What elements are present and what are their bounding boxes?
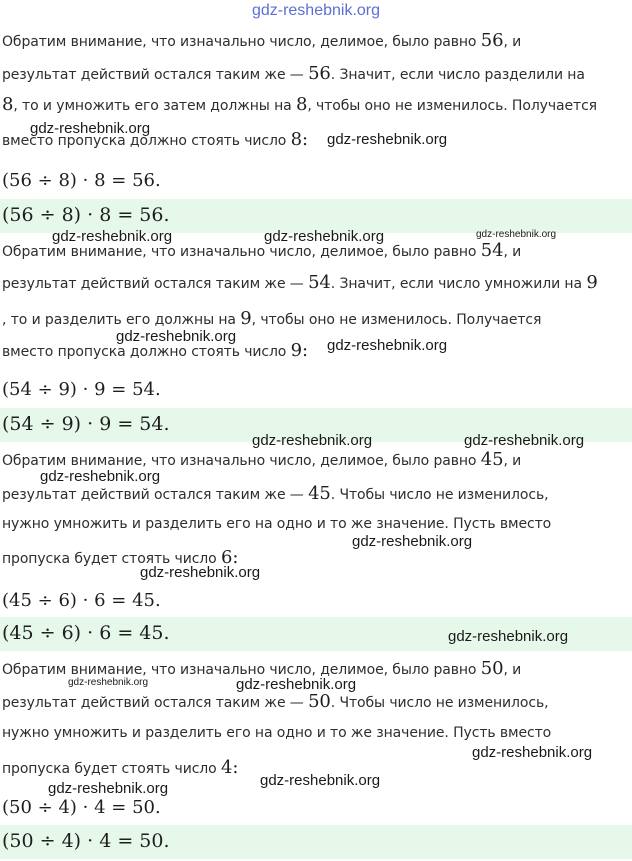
- watermark: gdz-reshebnik.org: [252, 432, 373, 449]
- watermark: gdz-reshebnik.org: [327, 337, 448, 354]
- math-number: 45: [480, 449, 504, 470]
- text: результат действий остался таким же —: [2, 67, 309, 83]
- equation: (50 ÷ 4) · 4 = 50.: [2, 797, 161, 818]
- math-number: 9: [586, 272, 598, 293]
- text-line: [2, 449, 521, 470]
- answer-equation: (56 ÷ 8) · 8 = 56.: [2, 204, 170, 226]
- answer-equation: (45 ÷ 6) · 6 = 45.: [2, 622, 170, 644]
- text: нужно умножить и разделить его на одно и то же значение. Пусть вместо: [2, 516, 552, 532]
- text: вместо пропуска должно стоять число: [2, 344, 291, 360]
- text: результат действий остался таким же —: [2, 276, 309, 292]
- watermark: gdz-reshebnik.org: [327, 131, 448, 148]
- text: нужно умножить и разделить его на одно и то же значение. Пусть вместо: [2, 725, 552, 741]
- text: , и: [503, 453, 522, 469]
- equation: (56 ÷ 8) · 8 = 56.: [2, 170, 161, 191]
- answer-box: [0, 825, 632, 859]
- math-number: 8:: [290, 129, 308, 150]
- text-line: [2, 30, 521, 51]
- watermark: gdz-reshebnik.org: [30, 120, 151, 137]
- text-line: [2, 94, 597, 115]
- text: , чтобы оно не изменилось. Получается: [307, 98, 597, 114]
- math-number: 45: [308, 483, 331, 504]
- watermark: gdz-reshebnik.org: [464, 432, 585, 449]
- watermark: gdz-reshebnik.org: [40, 468, 161, 485]
- watermark: gdz-reshebnik.org: [472, 744, 593, 761]
- math-number: 8: [2, 94, 14, 115]
- watermark: gdz-reshebnik.org: [48, 780, 169, 797]
- text: . Чтобы число не изменилось,: [330, 695, 549, 711]
- text-line: [2, 272, 598, 293]
- header-watermark: gdz-reshebnik.org: [251, 2, 381, 19]
- math-number: 9:: [290, 340, 308, 361]
- text-line: [2, 483, 548, 504]
- text-line: [2, 308, 541, 329]
- math-number: 56: [480, 30, 504, 51]
- text: , и: [503, 34, 522, 50]
- text: Обратим внимание, что изначально число, делимое, было равно: [2, 244, 481, 260]
- text: вместо пропуска должно стоять число: [2, 133, 291, 149]
- math-number: 50: [308, 691, 331, 712]
- text: , и: [503, 244, 522, 260]
- text: , то и умножить его затем должны на: [13, 98, 296, 114]
- watermark: gdz-reshebnik.org: [236, 676, 357, 693]
- text: Обратим внимание, что изначально число, делимое, было равно: [2, 662, 481, 678]
- text-line: [2, 725, 551, 741]
- text: , то и разделить его должны на: [2, 312, 241, 328]
- text-line: [2, 63, 585, 84]
- text-line: [2, 757, 238, 778]
- text: пропуска будет стоять число: [2, 761, 221, 777]
- watermark: gdz-reshebnik.org: [352, 533, 473, 550]
- math-number: 54: [480, 240, 504, 261]
- watermark: gdz-reshebnik.org: [476, 229, 557, 240]
- watermark: gdz-reshebnik.org: [52, 228, 173, 245]
- math-number: 50: [480, 658, 504, 679]
- text: . Значит, если число разделили на: [330, 67, 585, 83]
- equation: (54 ÷ 9) · 9 = 54.: [2, 379, 161, 400]
- watermark: gdz-reshebnik.org: [260, 772, 381, 789]
- math-number: 9: [240, 308, 252, 329]
- watermark: gdz-reshebnik.org: [264, 228, 385, 245]
- answer-equation: (54 ÷ 9) · 9 = 54.: [2, 413, 170, 435]
- text-line: [2, 516, 551, 532]
- answer-equation: (50 ÷ 4) · 4 = 50.: [2, 830, 170, 852]
- text: результат действий остался таким же —: [2, 487, 309, 503]
- text: . Значит, если число умножили на: [330, 276, 587, 292]
- math-number: 4:: [220, 757, 239, 778]
- math-number: 6:: [220, 547, 239, 568]
- watermark: gdz-reshebnik.org: [448, 628, 569, 645]
- watermark: gdz-reshebnik.org: [116, 328, 237, 345]
- equation: (45 ÷ 6) · 6 = 45.: [2, 590, 161, 611]
- watermark: gdz-reshebnik.org: [68, 677, 149, 688]
- watermark: gdz-reshebnik.org: [140, 564, 261, 581]
- text-line: [2, 691, 548, 712]
- math-number: 8: [295, 94, 308, 115]
- text: пропуска будет стоять число: [2, 551, 221, 567]
- math-number: 56: [308, 63, 331, 84]
- math-number: 54: [308, 272, 331, 293]
- text: Обратим внимание, что изначально число, делимое, было равно: [2, 453, 481, 469]
- text: результат действий остался таким же —: [2, 695, 309, 711]
- text: , чтобы оно не изменилось. Получается: [251, 312, 542, 328]
- text: , и: [503, 662, 522, 678]
- text: . Чтобы число не изменилось,: [330, 487, 549, 503]
- text: Обратим внимание, что изначально число, делимое, было равно: [2, 34, 481, 50]
